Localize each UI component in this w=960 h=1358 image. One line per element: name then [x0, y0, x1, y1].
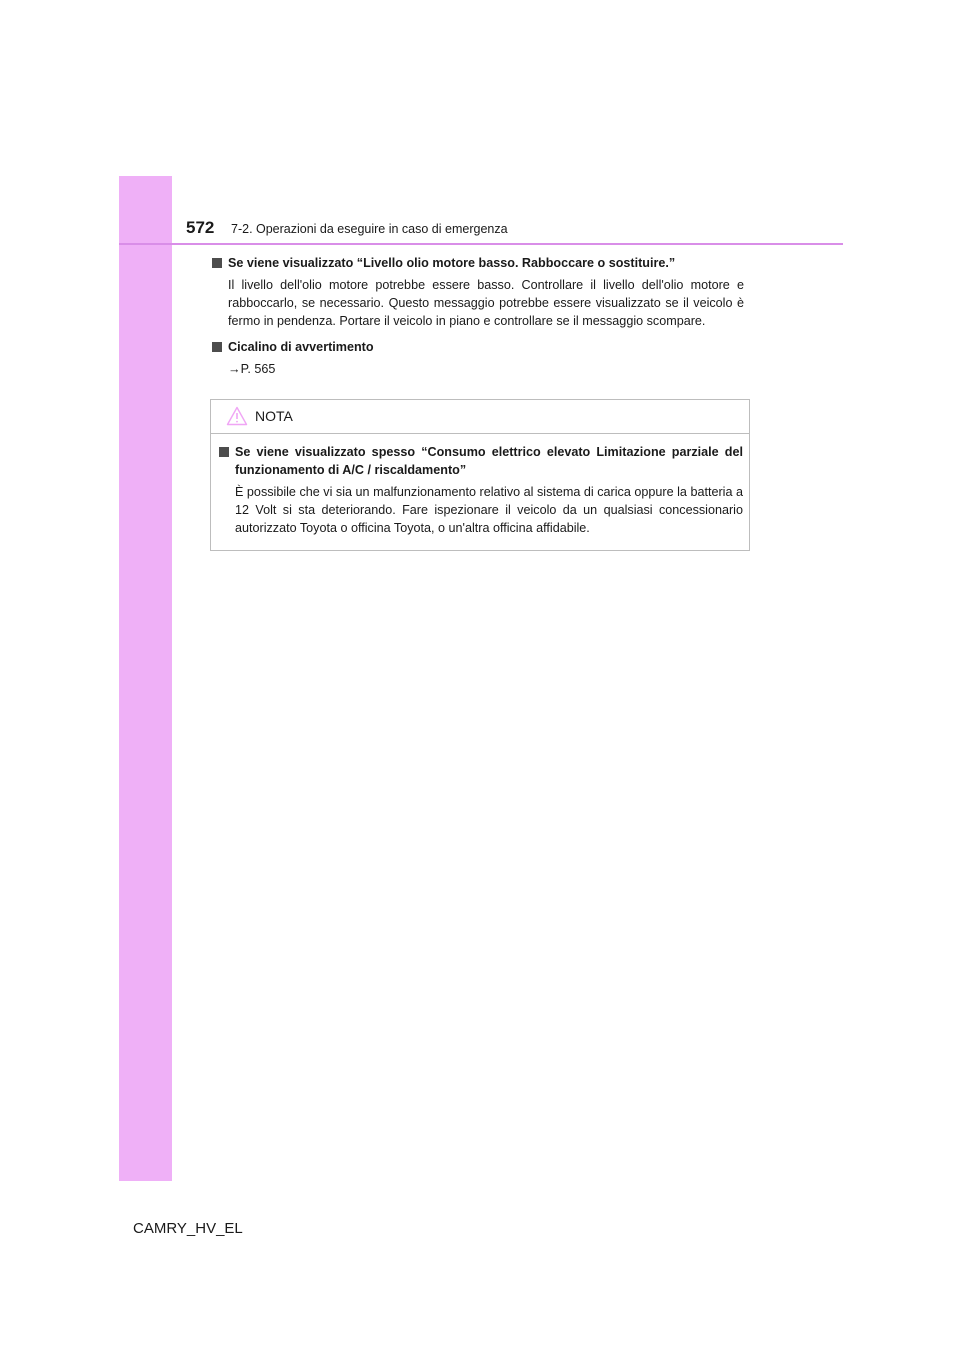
square-bullet-icon — [212, 258, 222, 268]
section-heading-text: Cicalino di avvertimento — [228, 340, 374, 354]
main-content — [212, 254, 744, 378]
warning-triangle-icon — [226, 406, 248, 426]
section-heading — [212, 338, 744, 356]
page-reference-link[interactable]: →P. 565 — [228, 362, 276, 376]
nota-header — [211, 400, 749, 434]
nota-paragraph: È possibile che vi sia un malfunzionamento relativo al sistema di carica oppure la batteria a 12 Volt si sta deteriorando. Fare ispezionare il veicolo da un qualsiasi concessionario autorizzato Toyota o officina Toyota, o un'altra officina affidabile. — [235, 485, 743, 535]
square-bullet-icon — [219, 447, 229, 457]
nota-label: NOTA — [255, 408, 293, 424]
document-code: CAMRY_HV_EL — [133, 1220, 243, 1237]
nota-heading — [219, 443, 743, 479]
section-heading — [212, 254, 744, 272]
square-bullet-icon — [212, 342, 222, 352]
nota-body — [219, 443, 743, 537]
chapter-sidebar — [119, 176, 172, 1181]
section-heading-text: Se viene visualizzato “Livello olio motore basso. Rabboccare o sostituire.” — [228, 256, 676, 270]
header-divider — [119, 243, 843, 245]
section-paragraph: Il livello dell'olio motore potrebbe essere basso. Controllare il livello dell'olio motore e rabboccarlo, se necessario. Questo messaggio potrebbe essere visualizzato se il veicolo è fermo in pendenza. Portare il veicolo in piano e controllare se il messaggio scompare. — [228, 278, 744, 328]
page-number: 572 — [186, 218, 215, 237]
section-title: 7-2. Operazioni da eseguire in caso di emergenza — [231, 222, 508, 236]
nota-box — [210, 399, 750, 551]
nota-heading-text: Se viene visualizzato spesso “Consumo elettrico elevato Limitazione parziale del funzionamento di A/C / riscaldamento” — [235, 445, 743, 477]
